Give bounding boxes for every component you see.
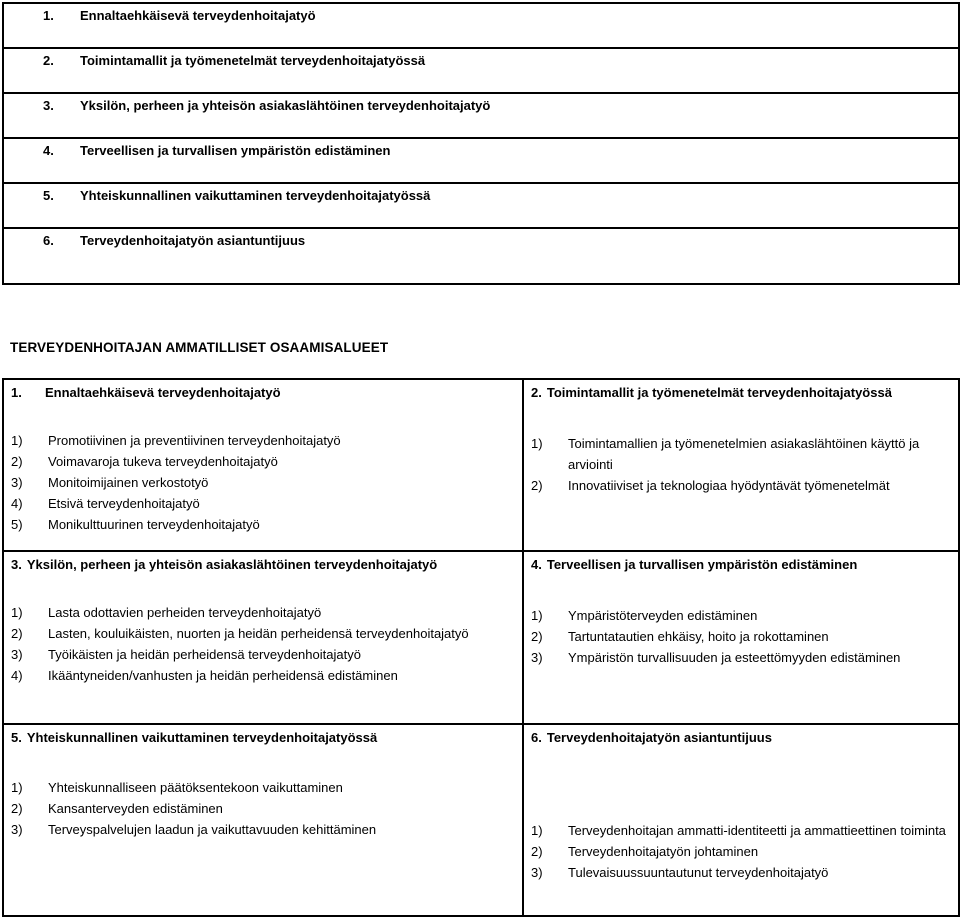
row-title: Terveellisen ja turvallisen ympäristön edistäminen (80, 143, 391, 158)
list-item (11, 623, 520, 644)
item-text: Ympäristöterveyden edistäminen (568, 608, 758, 623)
item-text: Terveydenhoitajan ammatti-identiteetti ja ammattieettinen toiminta (568, 823, 946, 838)
cell-list (11, 777, 520, 840)
row-title: Yksilön, perheen ja yhteisön asiakaslähtöinen terveydenhoitajatyö (80, 98, 491, 113)
list-item (11, 798, 520, 819)
item-number: 2) (531, 478, 543, 493)
cell-number: 3. (11, 557, 22, 572)
cell-title: Terveydenhoitajatyön asiantuntijuus (546, 730, 772, 745)
competence-cell-6 (524, 725, 958, 915)
list-item (11, 777, 520, 798)
page-title: TERVEYDENHOITAJAN AMMATILLISET OSAAMISALUEET (10, 340, 389, 355)
cell-number: 6. (531, 730, 542, 745)
competence-cell-4 (524, 552, 958, 725)
competence-cell-5 (4, 725, 524, 915)
cell-header (531, 557, 956, 573)
item-number: 3) (531, 865, 543, 880)
item-text: Voimavaroja tukeva terveydenhoitajatyö (48, 454, 278, 469)
cell-list (11, 430, 520, 535)
cell-number: 1. (11, 385, 22, 400)
row-number: 4. (43, 143, 54, 158)
list-item (531, 841, 956, 862)
cell-header (531, 730, 956, 746)
item-text: Toimintamallien ja työmenetelmien asiakaslähtöinen käyttö ja arviointi (568, 436, 920, 472)
row-number: 3. (43, 98, 54, 113)
item-number: 1) (11, 605, 23, 620)
cell-title: Terveellisen ja turvallisen ympäristön edistäminen (546, 557, 858, 572)
item-number: 1) (531, 608, 543, 623)
cell-title: Toimintamallit ja työmenetelmät terveydenhoitajatyössä (546, 385, 892, 400)
overview-row-1 (4, 4, 958, 49)
list-item (531, 626, 956, 647)
list-item (11, 472, 520, 493)
item-number: 4) (11, 668, 23, 683)
row-number: 2. (43, 53, 54, 68)
competence-table (2, 378, 960, 917)
item-number: 1) (531, 823, 543, 838)
overview-row-4 (4, 139, 958, 184)
list-item (531, 433, 956, 475)
list-item (11, 514, 520, 535)
item-number: 2) (11, 454, 23, 469)
item-number: 3) (11, 647, 23, 662)
item-text: Yhteiskunnalliseen päätöksentekoon vaikuttaminen (48, 780, 343, 795)
list-item (531, 475, 956, 496)
item-number: 5) (11, 517, 23, 532)
item-text: Monikulttuurinen terveydenhoitajatyö (48, 517, 260, 532)
competence-cell-2 (524, 380, 958, 552)
overview-table (2, 2, 960, 285)
item-text: Terveyspalvelujen laadun ja vaikuttavuuden kehittäminen (48, 822, 377, 837)
row-title: Toimintamallit ja työmenetelmät terveydenhoitajatyössä (80, 53, 426, 68)
item-number: 3) (11, 475, 23, 490)
list-item (11, 493, 520, 514)
item-number: 2) (531, 629, 543, 644)
cell-header (11, 557, 520, 573)
item-number: 2) (531, 844, 543, 859)
cell-header (11, 385, 520, 401)
item-number: 3) (11, 822, 23, 837)
cell-number: 2. (531, 385, 542, 400)
cell-list (11, 602, 520, 686)
competence-cell-1 (4, 380, 524, 552)
item-text: Ympäristön turvallisuuden ja esteettömyyden edistäminen (568, 650, 901, 665)
overview-row-3 (4, 94, 958, 139)
item-number: 3) (531, 650, 543, 665)
list-item (11, 644, 520, 665)
list-item (531, 820, 956, 841)
list-item (11, 665, 520, 686)
item-text: Tartuntatautien ehkäisy, hoito ja rokottaminen (568, 629, 829, 644)
list-item (531, 862, 956, 883)
row-title: Yhteiskunnallinen vaikuttaminen terveydenhoitajatyössä (80, 188, 431, 203)
row-number: 1. (43, 8, 54, 23)
competence-cell-3 (4, 552, 524, 725)
list-item (11, 430, 520, 451)
cell-header (531, 385, 956, 401)
row-number: 6. (43, 233, 54, 248)
cell-header (11, 730, 520, 746)
item-text: Kansanterveyden edistäminen (48, 801, 223, 816)
cell-list (531, 820, 956, 883)
row-number: 5. (43, 188, 54, 203)
cell-list (531, 605, 956, 668)
list-item (531, 605, 956, 626)
overview-row-2 (4, 49, 958, 94)
list-item (11, 602, 520, 623)
row-title: Terveydenhoitajatyön asiantuntijuus (80, 233, 306, 248)
cell-list (531, 433, 956, 496)
item-text: Monitoimijainen verkostotyö (48, 475, 209, 490)
item-text: Lasta odottavien perheiden terveydenhoitajatyö (48, 605, 322, 620)
item-number: 2) (11, 626, 23, 641)
item-text: Terveydenhoitajatyön johtaminen (568, 844, 759, 859)
item-text: Ikääntyneiden/vanhusten ja heidän perheidensä edistäminen (48, 668, 398, 683)
list-item (531, 647, 956, 668)
cell-title: Yksilön, perheen ja yhteisön asiakaslähtöinen terveydenhoitajatyö (26, 557, 438, 572)
overview-row-5 (4, 184, 958, 229)
item-number: 4) (11, 496, 23, 511)
item-number: 2) (11, 801, 23, 816)
item-text: Tulevaisuussuuntautunut terveydenhoitajatyö (568, 865, 829, 880)
list-item (11, 451, 520, 472)
item-text: Innovatiiviset ja teknologiaa hyödyntävät työmenetelmät (568, 478, 890, 493)
item-number: 1) (11, 433, 23, 448)
list-item (11, 819, 520, 840)
item-text: Lasten, kouluikäisten, nuorten ja heidän perheidensä terveydenhoitajatyö (48, 626, 469, 641)
cell-title: Yhteiskunnallinen vaikuttaminen terveydenhoitajatyössä (26, 730, 378, 745)
cell-number: 4. (531, 557, 542, 572)
cell-title: Ennaltaehkäisevä terveydenhoitajatyö (45, 385, 281, 400)
item-number: 1) (11, 780, 23, 795)
item-number: 1) (531, 436, 543, 451)
row-title: Ennaltaehkäisevä terveydenhoitajatyö (80, 8, 316, 23)
item-text: Promotiivinen ja preventiivinen terveydenhoitajatyö (48, 433, 341, 448)
item-text: Työikäisten ja heidän perheidensä terveydenhoitajatyö (48, 647, 361, 662)
overview-row-6 (4, 229, 958, 283)
cell-number: 5. (11, 730, 22, 745)
item-text: Etsivä terveydenhoitajatyö (48, 496, 200, 511)
